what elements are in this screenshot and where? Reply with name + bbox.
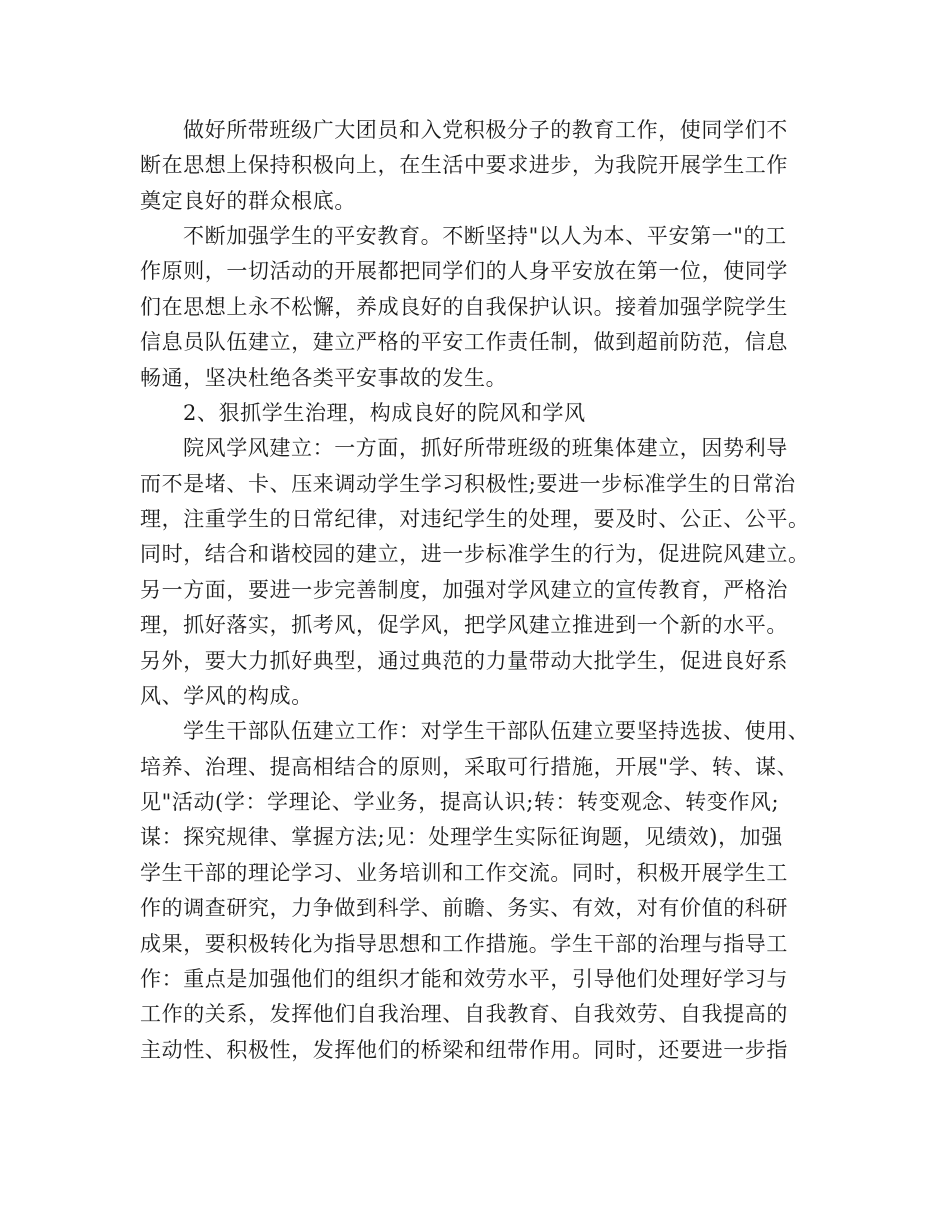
paragraph-line: 信息员队伍建立，建立严格的平安工作责任制，做到超前防范，信息 xyxy=(140,330,788,354)
paragraph-line: 学生干部的理论学习、业务培训和工作交流。同时，积极开展学生工 xyxy=(140,861,788,885)
paragraph-line: 畅通，坚决杜绝各类平安事故的发生。 xyxy=(140,366,508,390)
paragraph-line: 主动性、积极性，发挥他们的桥梁和纽带作用。同时，还要进一步指 xyxy=(140,1038,788,1062)
paragraph-line: 作原则，一切活动的开展都把同学们的人身平安放在第一位，使同学 xyxy=(140,259,788,283)
paragraph-line: 理，抓好落实，抓考风，促学风，把学风建立推进到一个新的水平。 xyxy=(140,613,788,637)
paragraph-line: 另外，要大力抓好典型，通过典范的力量带动大批学生，促进良好系 xyxy=(140,649,788,673)
paragraph-line: 不断加强学生的平安教育。不断坚持"以人为本、平安第一"的工 xyxy=(183,224,787,248)
paragraph-line: 奠定良好的群众根底。 xyxy=(140,189,356,213)
paragraph-line: 而不是堵、卡、压来调动学生学习积极性;要进一步标准学生的日常治 xyxy=(140,472,796,496)
paragraph-line: 工作的关系，发挥他们自我治理、自我教育、自我效劳、自我提高的 xyxy=(140,1002,788,1026)
paragraph-line: 做好所带班级广大团员和入党积极分子的教育工作，使同学们不 xyxy=(183,118,788,142)
paragraph-line: 成果，要积极转化为指导思想和工作措施。学生干部的治理与指导工 xyxy=(140,932,788,956)
paragraph-line: 断在思想上保持积极向上，在生活中要求进步，为我院开展学生工作 xyxy=(140,153,788,177)
paragraph-line: 作：重点是加强他们的组织才能和效劳水平，引导他们处理好学习与 xyxy=(140,967,788,991)
paragraph-line: 同时，结合和谐校园的建立，进一步标准学生的行为，促进院风建立。 xyxy=(140,542,810,566)
paragraph-line: 们在思想上永不松懈，养成良好的自我保护认识。接着加强学院学生 xyxy=(140,295,788,319)
paragraph-line: 理，注重学生的日常纪律，对违纪学生的处理，要及时、公正、公平。 xyxy=(140,507,810,531)
paragraph-line: 培养、治理、提高相结合的原则，采取可行措施，开展"学、转、谋、 xyxy=(140,755,799,779)
paragraph-line: 谋：探究规律、掌握方法;见：处理学生实际征询题，见绩效)，加强 xyxy=(140,825,783,849)
section-heading: 2、狠抓学生治理，构成良好的院风和学风 xyxy=(183,401,586,425)
paragraph-line: 另一方面，要进一步完善制度，加强对学风建立的宣传教育，严格治 xyxy=(140,578,788,602)
paragraph-line: 作的调查研究，力争做到科学、前瞻、务实、有效，对有价值的科研 xyxy=(140,896,788,920)
paragraph-line: 风、学风的构成。 xyxy=(140,684,313,708)
paragraph-line: 院风学风建立：一方面，抓好所带班级的班集体建立，因势利导 xyxy=(183,436,788,460)
paragraph-line: 学生干部队伍建立工作：对学生干部队伍建立要坚持选拔、使用、 xyxy=(183,719,810,743)
paragraph-line: 见"活动(学：学理论、学业务，提高认识;转：转变观念、转变作风; xyxy=(140,790,780,814)
